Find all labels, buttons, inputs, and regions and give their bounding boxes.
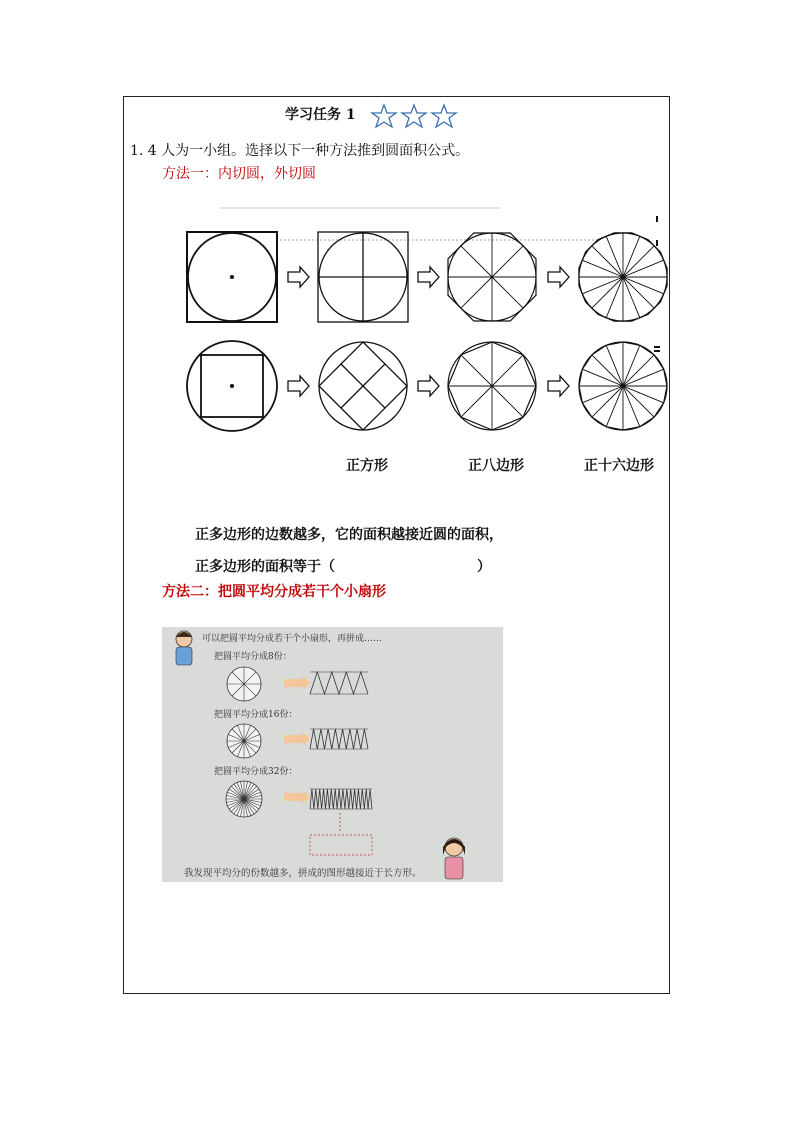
radius-line <box>492 355 523 386</box>
star-icon <box>402 105 426 127</box>
radius-line <box>623 355 654 386</box>
radius-line <box>461 246 492 277</box>
teacher-avatar-icon <box>438 835 470 881</box>
star-icon <box>372 105 396 127</box>
radius-line <box>492 386 523 417</box>
question-text: 1. 4 人为一小组。选择以下一种方法推到圆面积公式。 <box>130 143 470 159</box>
polygon-approximation-figure <box>180 196 670 486</box>
radius-line <box>623 386 654 417</box>
radius-line <box>592 277 623 308</box>
photo-intro: 可以把圆平均分成若干个小扇形，再拼成…… <box>202 634 383 644</box>
radius-line <box>492 277 523 308</box>
statement-one: 正多边形的边数越多，它的面积越接近圆的面积， <box>195 527 503 543</box>
textbook-photo <box>162 627 503 882</box>
radius-line <box>592 355 623 386</box>
radius-line <box>592 246 623 277</box>
rating-stars <box>370 103 460 131</box>
label-octagon: 正八边形 <box>468 458 524 474</box>
label-hexadecagon: 正十六边形 <box>584 458 654 474</box>
photo-step-8: 把圆平均分成8份： <box>214 652 292 662</box>
radius-line <box>623 277 654 308</box>
task-title: 学习任务 1 <box>285 107 356 123</box>
photo-step-16: 把圆平均分成16份： <box>214 710 298 720</box>
method-two-label: 方法二：把圆平均分成若干个小扇形 <box>162 584 386 600</box>
radius-line <box>592 386 623 417</box>
target-rectangle <box>310 835 372 855</box>
statement-two: 正多边形的面积等于（ <box>195 559 335 575</box>
star-icon <box>432 105 456 127</box>
radius-line <box>461 386 492 417</box>
statement-two-close: ） <box>477 559 491 575</box>
radius-line <box>492 246 523 277</box>
rearranged-strip <box>310 672 368 694</box>
photo-conclusion: 我发现平均分的份数越多，拼成的图形越接近于长方形。 <box>184 868 422 879</box>
radius-line <box>623 246 654 277</box>
rearranged-strip <box>310 789 372 809</box>
label-square: 正方形 <box>346 458 388 474</box>
photo-step-32: 把圆平均分成32份： <box>214 767 298 777</box>
radius-line <box>461 277 492 308</box>
rearranged-strip <box>310 729 368 749</box>
method-one-label: 方法一：内切圆，外切圆 <box>162 166 316 182</box>
radius-line <box>461 355 492 386</box>
